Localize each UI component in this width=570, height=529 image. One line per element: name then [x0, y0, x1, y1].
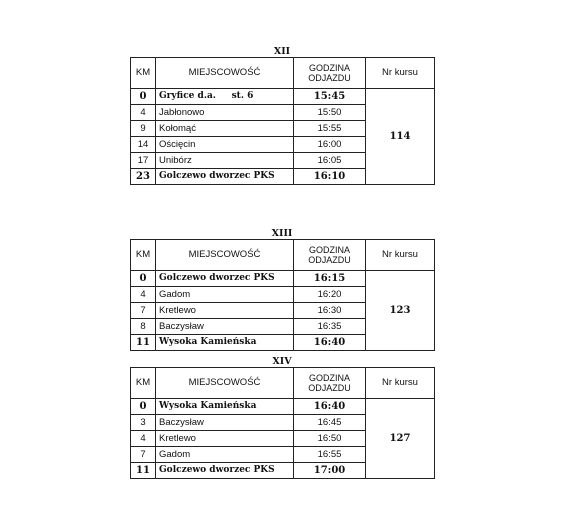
- km-cell: 4: [131, 105, 156, 121]
- km-header: KM: [131, 368, 156, 399]
- time-cell: 16:00: [294, 137, 366, 153]
- place-header: MIEJSCOWOŚĆ: [156, 368, 294, 399]
- km-header: KM: [131, 58, 156, 89]
- km-cell: 3: [131, 415, 156, 431]
- place-cell: Golczewo dworzec PKS: [156, 271, 294, 287]
- km-cell: 0: [131, 271, 156, 287]
- time-header: [294, 240, 366, 271]
- table-header-row: [131, 368, 435, 399]
- place-cell: Gadom: [156, 447, 294, 463]
- km-cell: 7: [131, 447, 156, 463]
- place-cell: Golczewo dworzec PKS: [156, 169, 294, 185]
- km-cell: 0: [131, 89, 156, 105]
- time-cell: 16:55: [294, 447, 366, 463]
- place-header: MIEJSCOWOŚĆ: [156, 240, 294, 271]
- time-header-line1: GODZINA: [308, 244, 350, 255]
- time-header: [294, 368, 366, 399]
- km-cell: 17: [131, 153, 156, 169]
- time-cell: 16:35: [294, 319, 366, 335]
- time-cell: 16:45: [294, 415, 366, 431]
- place-cell: Wysoka Kamieńska: [156, 335, 294, 351]
- place-cell: Golczewo dworzec PKS: [156, 463, 294, 479]
- place-cell: Wysoka Kamieńska: [156, 399, 294, 415]
- place-cell: Baczysław: [156, 415, 294, 431]
- place-cell: Gadom: [156, 287, 294, 303]
- time-cell: 16:10: [294, 169, 366, 185]
- place-cell: [156, 89, 294, 105]
- km-cell: 23: [131, 169, 156, 185]
- time-cell: 16:50: [294, 431, 366, 447]
- schedule-table: [130, 57, 435, 185]
- course-header: Nr kursu: [366, 368, 435, 399]
- table-header-row: [131, 240, 435, 271]
- time-cell: 17:00: [294, 463, 366, 479]
- km-cell: 4: [131, 287, 156, 303]
- time-cell: 16:15: [294, 271, 366, 287]
- time-header-line2: ODJAZDU: [308, 255, 351, 265]
- place-cell: Jabłonowo: [156, 105, 294, 121]
- course-number: 127: [366, 399, 435, 479]
- course-header: Nr kursu: [366, 240, 435, 271]
- schedule-table: [130, 239, 435, 351]
- place-cell: Ościęcin: [156, 137, 294, 153]
- time-header-line1: GODZINA: [308, 372, 350, 383]
- table-row: [131, 89, 435, 105]
- time-header-line2: ODJAZDU: [308, 383, 351, 393]
- time-cell: 16:05: [294, 153, 366, 169]
- table-row: [131, 399, 435, 415]
- section-title: XIV: [272, 356, 292, 367]
- section-title: XII: [273, 46, 291, 57]
- place-text: Gryfice d.a. st. 6: [159, 91, 254, 101]
- km-cell: 11: [131, 335, 156, 351]
- km-cell: 0: [131, 399, 156, 415]
- time-header: [294, 58, 366, 89]
- time-cell: 16:40: [294, 399, 366, 415]
- time-cell: 16:40: [294, 335, 366, 351]
- km-cell: 11: [131, 463, 156, 479]
- time-cell: 15:45: [294, 89, 366, 105]
- place-header: MIEJSCOWOŚĆ: [156, 58, 294, 89]
- km-header: KM: [131, 240, 156, 271]
- place-cell: Unibórz: [156, 153, 294, 169]
- km-cell: 4: [131, 431, 156, 447]
- time-cell: 15:55: [294, 121, 366, 137]
- table-header-row: [131, 58, 435, 89]
- table-row: [131, 271, 435, 287]
- km-cell: 9: [131, 121, 156, 137]
- section-title: XIII: [271, 228, 293, 239]
- time-cell: 16:20: [294, 287, 366, 303]
- course-header: Nr kursu: [366, 58, 435, 89]
- course-number: 114: [366, 89, 435, 185]
- time-cell: 16:30: [294, 303, 366, 319]
- place-cell: Kretlewo: [156, 431, 294, 447]
- course-number: 123: [366, 271, 435, 351]
- time-header-line2: ODJAZDU: [308, 73, 351, 83]
- time-cell: 15:50: [294, 105, 366, 121]
- place-cell: Baczysław: [156, 319, 294, 335]
- km-cell: 14: [131, 137, 156, 153]
- km-cell: 8: [131, 319, 156, 335]
- km-cell: 7: [131, 303, 156, 319]
- time-header-line1: GODZINA: [308, 62, 350, 73]
- place-cell: Kołomąć: [156, 121, 294, 137]
- place-cell: Kretlewo: [156, 303, 294, 319]
- schedule-table: [130, 367, 435, 479]
